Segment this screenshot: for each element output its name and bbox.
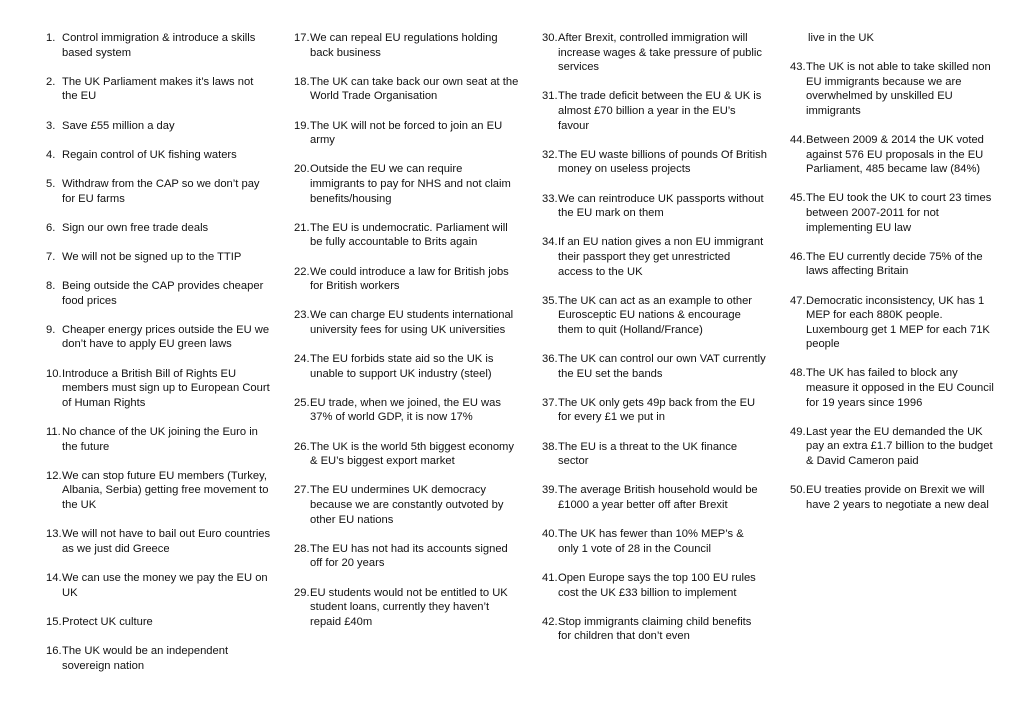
list-item <box>542 440 767 469</box>
item-text: The EU is a threat to the UK finance sector <box>558 440 738 468</box>
item-text: We will not have to bail out Euro countries as we just did Greece <box>62 528 271 555</box>
item-text: The UK has failed to block any measure it opposed in the EU Council for 19 years since 1996 <box>806 367 994 409</box>
list-item <box>294 265 519 294</box>
list-item <box>542 571 767 600</box>
item-number: 13. <box>46 528 62 541</box>
item-number: 45. <box>790 192 806 205</box>
item-text: The EU took the UK to court 23 times between 2007-2011 for not implementing EU law <box>806 192 992 234</box>
list-item <box>46 177 271 206</box>
list-item <box>46 469 271 513</box>
item-number: 31. <box>542 90 558 103</box>
item-text: We can stop future EU members (Turkey, Albania, Serbia) getting free movement to the UK <box>62 469 269 511</box>
item-number: 17. <box>294 32 310 44</box>
item-text: The EU is undemocratic. Parliament will be fully accountable to Brits again <box>310 221 508 249</box>
list-item <box>294 483 519 527</box>
item-text: Stop immigrants claiming child benefits for children that don’t even <box>558 615 752 643</box>
item-text: Being outside the CAP provides cheaper food prices <box>62 280 264 307</box>
item-text: The UK will not be forced to join an EU army <box>310 119 503 147</box>
item-text: Cheaper energy prices outside the EU we don’t have to apply EU green laws <box>62 323 270 351</box>
item-number: 33. <box>542 192 558 205</box>
list-item <box>790 425 1002 469</box>
item-text: If an EU nation gives a non EU immigrant their passport they get unrestricted access to the UK <box>558 236 764 278</box>
item-number: 37. <box>542 396 558 409</box>
list-item <box>46 250 271 265</box>
list-item <box>542 294 767 338</box>
item-number: 20. <box>294 163 310 176</box>
item-text: The UK is not able to take skilled non EU immigrants because we are overwhelmed by unskilled EU immigrants <box>806 61 991 117</box>
list-item <box>542 527 767 556</box>
item-text: EU treaties provide on Brexit we will have 2 years to negotiate a new deal <box>806 484 989 511</box>
item-text: Democratic inconsistency, UK has 1 MEP for each 880K people. Luxembourg get 1 MEP for each 71K people <box>806 294 990 351</box>
item-text: Regain control of UK fishing waters <box>62 148 237 161</box>
list-item <box>46 119 271 134</box>
item-number: 46. <box>790 250 806 263</box>
column-2 <box>294 31 519 629</box>
item-text: The UK only gets 49p back from the EU for every £1 we put in <box>558 396 756 424</box>
item-text: Sign our own free trade deals <box>62 221 209 234</box>
item-text: Outside the EU we can require immigrants to pay for NHS and not claim benefits/housing <box>310 163 511 205</box>
item-text: EU students would not be entitled to UK student loans, currently they haven’t repaid £40m <box>310 586 508 628</box>
item-number: 34. <box>542 236 558 249</box>
list-item <box>542 89 767 133</box>
list-item <box>46 571 271 600</box>
item-text: We will not be signed up to the TTIP <box>62 250 242 263</box>
item-number: 43. <box>790 61 806 73</box>
list-item <box>294 119 519 148</box>
item-number: 22. <box>294 265 310 278</box>
item-number: 12. <box>46 469 62 482</box>
list-item <box>790 483 1002 512</box>
item-text: The EU currently decide 75% of the laws affecting Britain <box>806 250 983 278</box>
item-number: 15. <box>46 615 62 628</box>
item-text: Save £55 million a day <box>62 119 175 132</box>
item-text: Protect UK culture <box>62 615 153 628</box>
column-4 <box>790 60 1002 512</box>
item-text: We can charge EU students international university fees for using UK universities <box>310 309 514 336</box>
list-item <box>46 75 271 104</box>
item-text: Withdraw from the CAP so we don’t pay for EU farms <box>62 177 260 205</box>
continued-text: live in the UK <box>808 32 874 44</box>
item-number: 39. <box>542 484 558 497</box>
item-number: 49. <box>790 425 806 438</box>
item-text: The UK Parliament makes it’s laws not the EU <box>62 75 254 103</box>
item-text: The average British household would be £1000 a year better off after Brexit <box>558 484 758 511</box>
item-number: 50. <box>790 484 806 497</box>
list-item <box>542 352 767 381</box>
item-number: 1. <box>46 32 56 44</box>
item-number: 29. <box>294 586 310 599</box>
list-item <box>294 75 519 104</box>
item-number: 32. <box>542 148 558 161</box>
item-number: 21. <box>294 221 310 234</box>
column-3 <box>542 31 767 644</box>
item-text: Open Europe says the top 100 EU rules cost the UK £33 billion to implement <box>558 571 756 599</box>
list-item <box>46 148 271 163</box>
list-item <box>542 148 767 177</box>
item-number: 28. <box>294 542 310 555</box>
list-item <box>46 221 271 236</box>
item-number: 38. <box>542 440 558 453</box>
list-item <box>542 396 767 425</box>
list-item <box>294 308 519 337</box>
item-text: The UK can act as an example to other Eurosceptic EU nations & encourage them to quit (Holland/France) <box>558 294 753 336</box>
list-item <box>294 440 519 469</box>
item-number: 24. <box>294 353 310 366</box>
item-number: 44. <box>790 133 806 146</box>
item-number: 10. <box>46 367 62 380</box>
list-item <box>46 527 271 556</box>
item-text: The UK is the world 5th biggest economy & EU’s biggest export market <box>310 440 514 468</box>
item-number: 36. <box>542 353 558 366</box>
item-number: 8. <box>46 280 56 293</box>
list-item <box>790 60 1002 118</box>
item-number: 14. <box>46 571 62 584</box>
item-number: 3. <box>46 119 56 132</box>
list-item <box>46 279 271 308</box>
item-text: We could introduce a law for British jobs for British workers <box>310 265 509 293</box>
item-number: 47. <box>790 294 806 307</box>
item-text: After Brexit, controlled immigration will increase wages & take pressure of public services <box>558 32 762 74</box>
item-text: The EU waste billions of pounds Of British money on useless projects <box>558 148 767 176</box>
list-item <box>790 191 1002 235</box>
item-text: The EU forbids state aid so the UK is unable to support UK industry (steel) <box>310 353 494 380</box>
list-item <box>542 192 767 221</box>
item-text: The trade deficit between the EU & UK is almost £70 billion a year in the EU’s favour <box>558 90 762 132</box>
item-number: 5. <box>46 177 56 190</box>
list-item <box>542 235 767 279</box>
list-item <box>46 31 271 60</box>
item-number: 7. <box>46 250 56 263</box>
item-text: No chance of the UK joining the Euro in the future <box>62 426 258 453</box>
list-item <box>542 483 767 512</box>
item-text: Control immigration & introduce a skills based system <box>62 32 256 59</box>
item-number: 42. <box>542 615 558 628</box>
item-number: 25. <box>294 396 310 409</box>
list-item <box>790 250 1002 279</box>
item-text: Between 2009 & 2014 the UK voted against 576 EU proposals in the EU Parliament, 485 became law (84%) <box>806 133 984 176</box>
list-item <box>790 294 1002 352</box>
item-text: The UK can control our own VAT currently the EU set the bands <box>558 353 766 380</box>
item-text: The UK can take back our own seat at the World Trade Organisation <box>310 75 519 103</box>
list-item <box>46 367 271 411</box>
item-text: EU trade, when we joined, the EU was 37% of world GDP, it is now 17% <box>310 396 501 424</box>
list-item <box>46 644 271 673</box>
item-text: The UK has fewer than 10% MEP’s & only 1 vote of 28 in the Council <box>558 528 744 555</box>
item-text: We can use the money we pay the EU on UK <box>62 571 268 599</box>
list-item <box>46 323 271 352</box>
item-number: 40. <box>542 528 558 541</box>
item-number: 9. <box>46 323 56 336</box>
list-item <box>294 542 519 571</box>
item-number: 16. <box>46 644 62 657</box>
item-text: The UK would be an independent sovereign nation <box>62 644 229 672</box>
list-item <box>294 221 519 250</box>
item-number: 48. <box>790 367 806 380</box>
item-text: Last year the EU demanded the UK pay an extra £1.7 billion to the budget & David Cameron paid <box>806 425 993 468</box>
item-text: The EU has not had its accounts signed off for 20 years <box>310 542 508 570</box>
column-1 <box>46 31 271 673</box>
list-item <box>542 615 767 644</box>
item-number: 30. <box>542 32 558 44</box>
item-text: Introduce a British Bill of Rights EU members must sign up to European Court of Human Rights <box>62 367 270 409</box>
item-text: The EU undermines UK democracy because we are constantly outvoted by other EU nations <box>310 484 504 526</box>
item-number: 11. <box>46 426 61 439</box>
list-item <box>294 162 519 206</box>
list-item <box>294 31 519 60</box>
list-item <box>46 615 271 630</box>
item-number: 18. <box>294 75 310 88</box>
item-number: 23. <box>294 309 310 322</box>
item-text: We can repeal EU regulations holding back business <box>310 32 498 59</box>
item-number: 26. <box>294 440 310 453</box>
item-number: 6. <box>46 221 56 234</box>
list-item <box>790 366 1002 410</box>
list-item <box>790 133 1002 177</box>
list-item <box>294 352 519 381</box>
item-number: 27. <box>294 484 310 497</box>
item-number: 19. <box>294 119 310 132</box>
list-item <box>294 586 519 630</box>
list-item <box>46 425 271 454</box>
item-number: 4. <box>46 148 56 161</box>
item-number: 41. <box>542 571 558 584</box>
item-number: 2. <box>46 75 56 88</box>
item-text: We can reintroduce UK passports without the EU mark on them <box>558 192 764 220</box>
item-number: 35. <box>542 294 558 307</box>
list-item <box>542 31 767 75</box>
list-item <box>294 396 519 425</box>
